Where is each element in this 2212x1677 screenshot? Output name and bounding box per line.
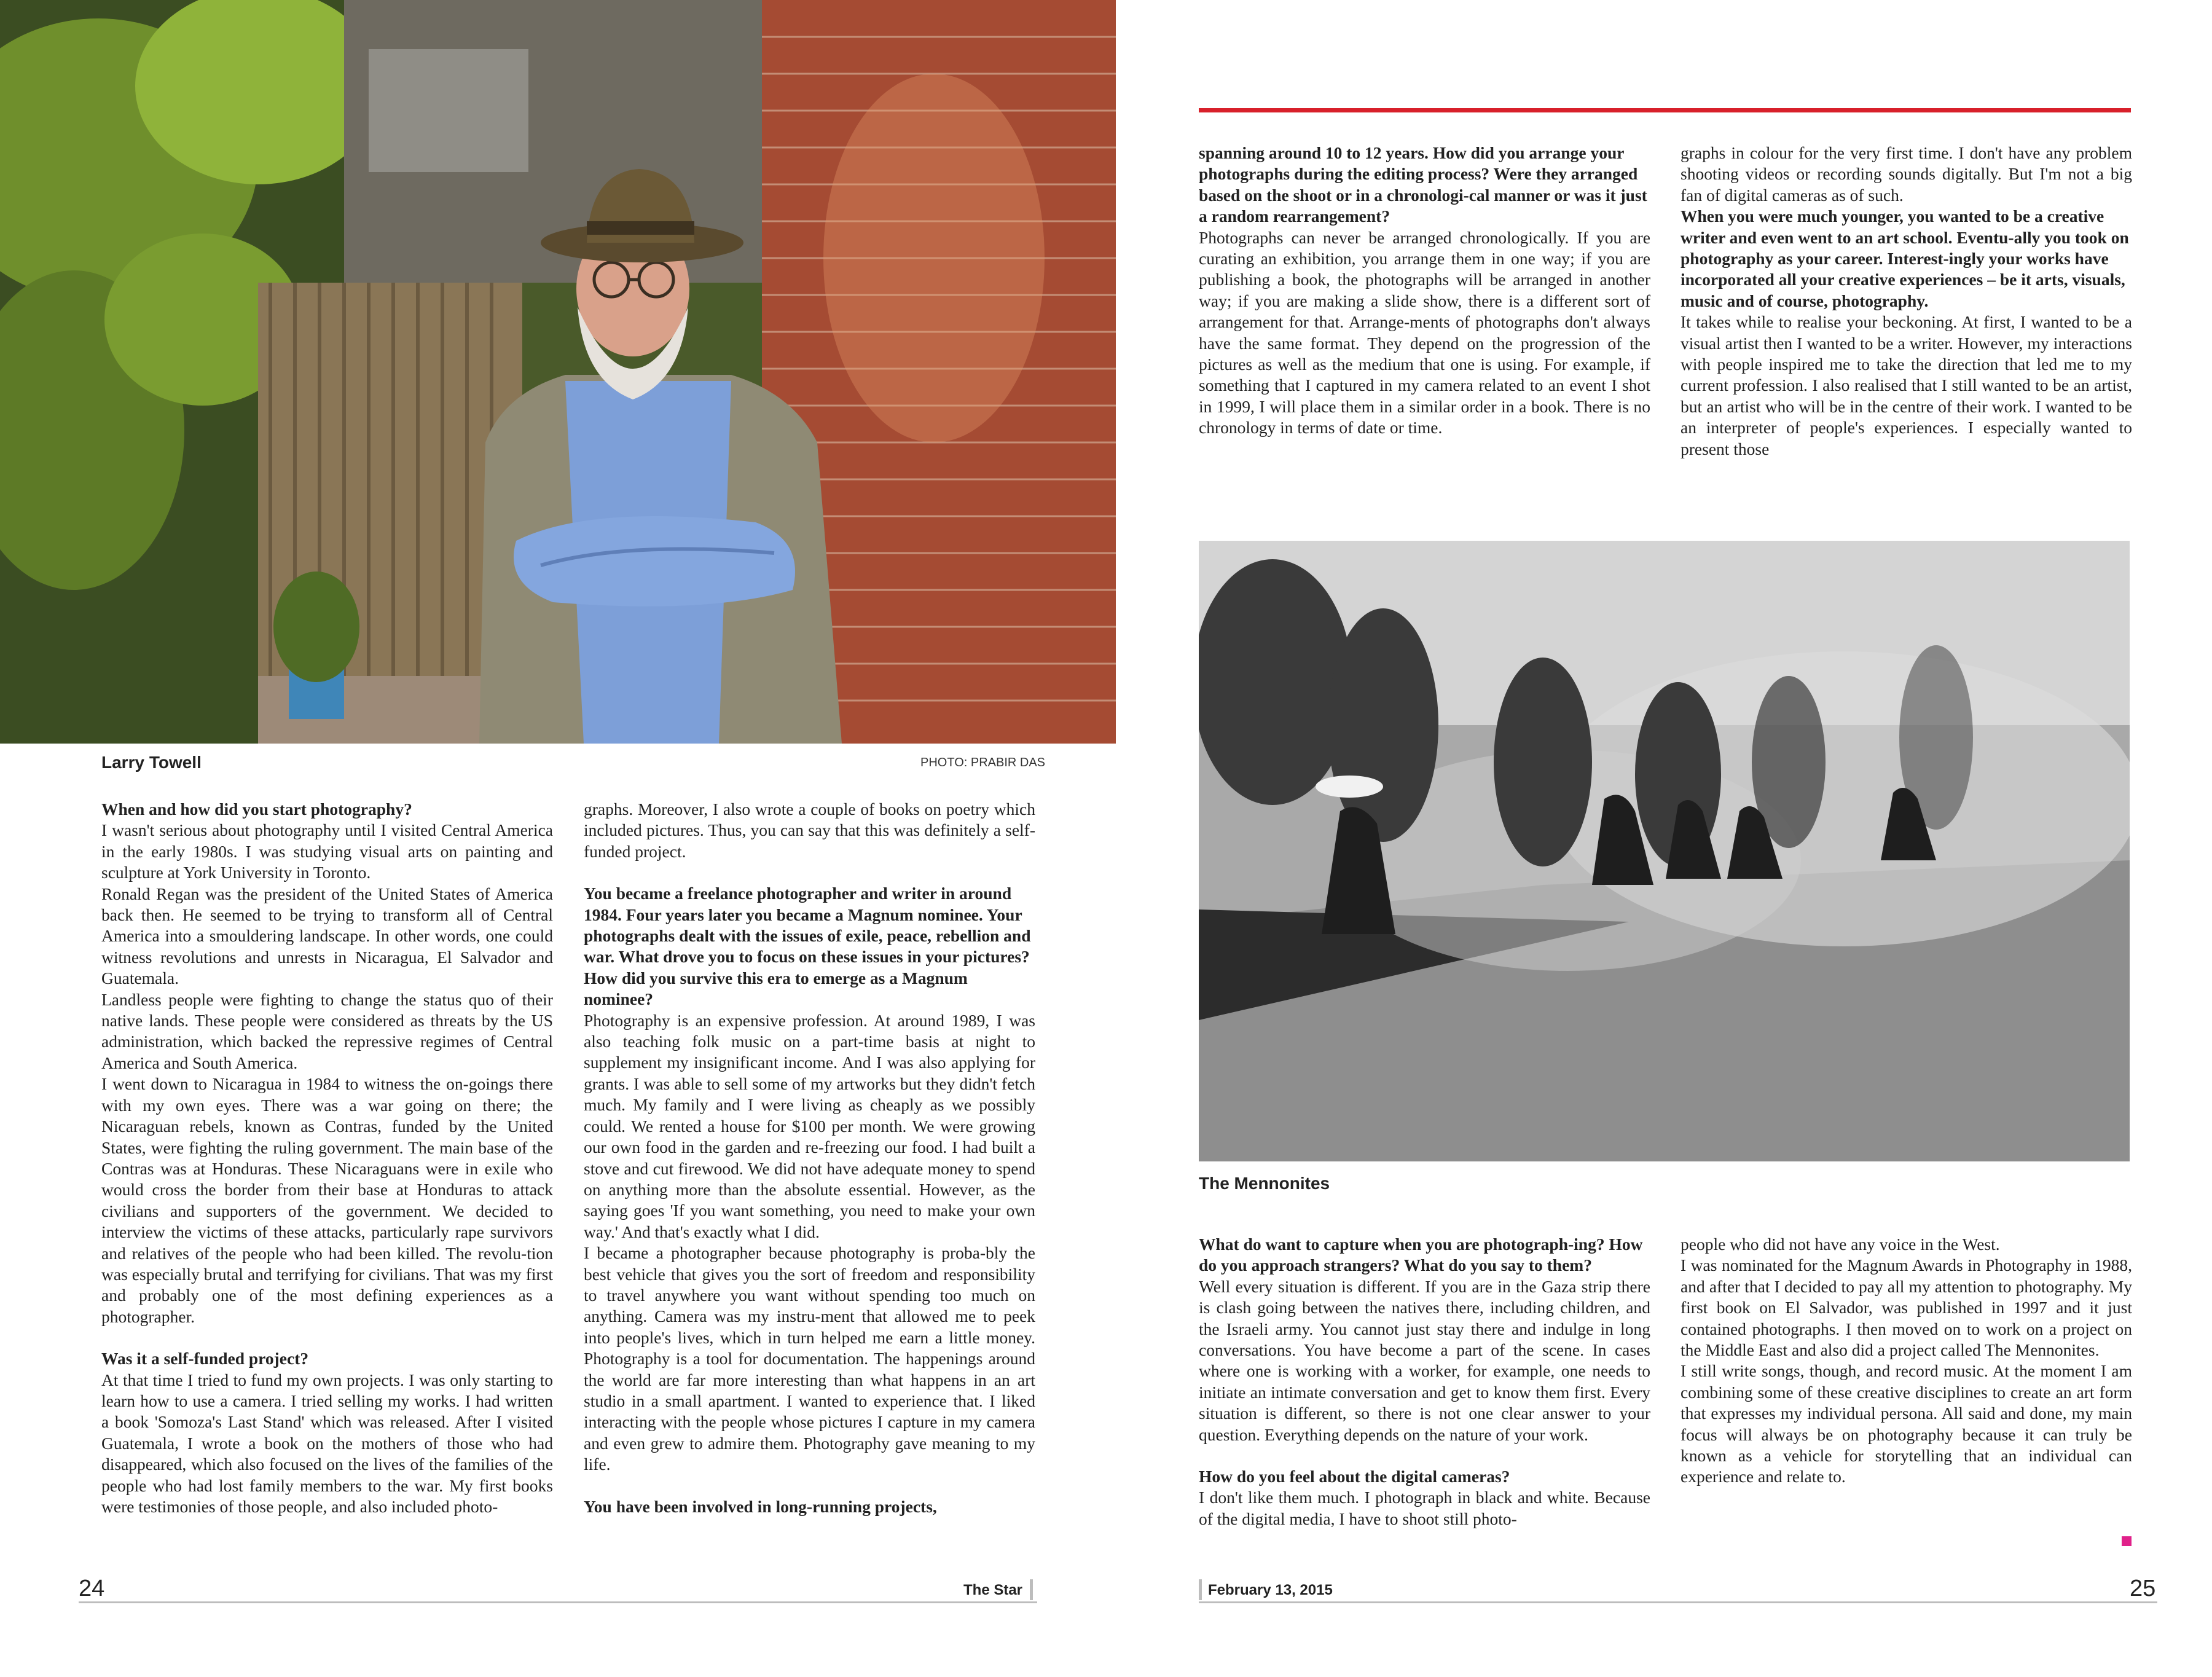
interview-answer: I don't like them much. I photograph in black and white. Because of the digital media, I have to shoot still photo- <box>1199 1488 1650 1528</box>
interview-answer: I still write songs, though, and record music. At the moment I am combining some of these creative disciplines to create an art form that expresses my individual persona. All said and done, my main focus will always be on photography because it can truly be known as a vehicle for storytelling that an individual can experience and relate to. <box>1681 1361 2132 1487</box>
right-bottom-column-1 <box>1199 1234 1650 1530</box>
interview-question: You have been involved in long-running projects, <box>584 1496 937 1516</box>
interview-question: How do you feel about the digital cameras? <box>1199 1467 1510 1487</box>
portrait-caption: Larry Towell <box>101 753 202 772</box>
left-column-1 <box>101 799 553 1517</box>
article-end-mark <box>2122 1536 2132 1546</box>
page-number-left: 24 <box>79 1576 105 1601</box>
photo-credit: PHOTO: PRABIR DAS <box>920 756 1046 769</box>
interview-answer: I wasn't serious about photography until I visited Central America in the early 1980s. I was studying visual arts on painting and sculpture at York University in Toronto. <box>101 820 553 882</box>
mennonites-photo <box>1199 541 2130 1161</box>
footer-tick-left <box>1030 1579 1033 1600</box>
footer-date: February 13, 2015 <box>1208 1582 1333 1598</box>
interview-question: You became a freelance photographer and writer in around 1984. Four years later you became a Magnum nominee. Your photographs dealt with the issues of exile, peace, rebellion and war. What drove you to focus on these issues in your pictures? How did you survive this era to emerge as a Magnum nominee? <box>584 884 1031 1009</box>
footer-rule-right <box>1199 1601 2157 1603</box>
interview-answer: I became a photographer because photography is proba-bly the best vehicle that gives you the sort of freedom and responsibility to travel anywhere you want without spending too much on anything. Camera was my instru-ment that allowed me to peek into people's lives, which in turn helped me earn a little money. Photography is a tool for documentation. The happenings around the world are far more interesting than what happens in an art studio in a small apartment. I wanted to experience that. I liked interacting with the people whose pictures I capture in my camera and even grew to admire them. Photography gave meaning to my life. <box>584 1243 1035 1474</box>
right-top-column-1 <box>1199 143 1650 439</box>
interview-answer: At that time I tried to fund my own projects. I was only starting to learn how to use a camera. I tried selling my works. I had written a book 'Somoza's Last Stand' which was released. After I visited Guatemala, I wrote a book on the mothers of those who had disappeared, which also focused on the lives of the families of the people who had lost family members to the war. My first books were testimonies of those people, and also included photo- <box>101 1370 553 1516</box>
interview-answer: Photographs can never be arranged chronologically. If you are curating an exhibition, you arrange them in one way; if you are publishing a book, the photographs will be arranged in another way; if you are making a slide show, there is a different sort of arrangement for that. Arrange-ments of photographs don't always have the same format. They depend on the progression of the pictures as well as the medium that one is using. For example, if something that I captured in my camera related to an event I shot in 1999, I will place them in a similar order in a book. There is no chronology in terms of date or time. <box>1199 227 1650 438</box>
right-top-column-2 <box>1681 143 2132 460</box>
interview-answer: people who did not have any voice in the West. <box>1681 1235 2000 1254</box>
right-bottom-column-2 <box>1681 1234 2132 1488</box>
larry-towell-portrait-photo <box>0 0 1116 744</box>
interview-question: Was it a self-funded project? <box>101 1349 309 1369</box>
footer-rule-left <box>79 1601 1037 1603</box>
footer-publication-title: The Star <box>963 1582 1023 1598</box>
top-accent-rule <box>1199 108 2131 112</box>
page-number-right: 25 <box>2130 1576 2156 1601</box>
interview-answer: I went down to Nicaragua in 1984 to witness the on-goings there with my own eyes. There was a war going on there; the Nicaraguan rebels, known as Contras, funded by the United States, were fighting the ruling government. The main base of the Contras was at Honduras. These Nicaraguans were in exile who would cross the border from their base at Honduras to attack civilians and supporters of the government. We decided to interview the victims of these attacks, particularly rape survivors and relatives of the people who had been killed. The revolu-tion was especially brutal and terrifying for civilians. That was my first and probably one of the most defining experiences as a photographer. <box>101 1074 553 1326</box>
interview-answer: It takes while to realise your beckoning. At first, I wanted to be a visual artist then I wanted to be a writer. However, my interactions with people inspired me to take the direction that led me to my current profession. I also realised that I still wanted to be an artist, but an artist who will be in the centre of their work. I wanted to be an interpreter of people's experiences. I especially wanted to present those <box>1681 312 2132 458</box>
mennonites-caption: The Mennonites <box>1199 1174 1330 1193</box>
interview-question: spanning around 10 to 12 years. How did you arrange your photographs during the editing process? Were they arranged based on the shoot or in a chronologi-cal manner or was it just a random rearrangement? <box>1199 143 1647 226</box>
interview-answer: graphs in colour for the very first time. I don't have any problem shooting videos or recording sounds digitally. But I'm not a big fan of digital cameras as of such. <box>1681 143 2132 205</box>
interview-answer: Landless people were fighting to change the status quo of their native lands. These people were considered as threats by the US administration, which backed the repressive regimes of Central America and South America. <box>101 989 553 1072</box>
interview-question: What do want to capture when you are photograph-ing? How do you approach strangers? What do you say to them? <box>1199 1235 1643 1275</box>
interview-answer: I was nominated for the Magnum Awards in Photography in 1988, and after that I decided to pay all my attention to photography. My first book on El Salvador, was published in 1997 and it just contained photographs. I then moved on to work on a project on the Middle East and also did a project called The Mennonites. <box>1681 1255 2132 1360</box>
interview-question: When you were much younger, you wanted to be a creative writer and even went to an art school. Eventu-ally you took on photography as your career. Interest-ingly your works have incorporated all your creative experiences – be it arts, visuals, music and of course, photography. <box>1681 206 2129 310</box>
interview-question: When and how did you start photography? <box>101 799 412 819</box>
interview-answer: Ronald Regan was the president of the United States of America back then. He seemed to be trying to transform all of Central America into a smouldering landscape. In other words, one could witness revolutions and unrests in Nicaragua, El Salvador and Guatemala. <box>101 884 553 988</box>
interview-answer: Photography is an expensive profession. At around 1989, I was also teaching folk music on a part-time basis at night to supplement my insignificant income. And I was also applying for grants. I was able to sell some of my artworks but they didn't fetch much. My family and I were living as cheaply as we possibly could. We rented a house for $100 per month. We were growing our own food in the garden and re-freezing our food. I had built a stove and cut firewood. We did not have adequate money to spend on anything more than the absolute essential. However, as the saying goes 'If you want something, you need to make your own way.' And that's exactly what I did. <box>584 1010 1035 1241</box>
footer-tick-right <box>1199 1579 1202 1600</box>
interview-answer: Well every situation is different. If you are in the Gaza strip there is clash going between the natives there, including children, and the Israeli army. You cannot just stay there and indulge in long conversations. You have become a part of the scene. In cases where one is working with a worker, for example, one needs to initiate an intimate conversation and get to know them first. Every situation is different, so there is not one clear answer to your question. Everything depends on the nature of your work. <box>1199 1276 1650 1444</box>
left-column-2 <box>584 799 1035 1517</box>
interview-answer: graphs. Moreover, I also wrote a couple of books on poetry which included pictures. Thus, you can say that this was definitely a self-funded project. <box>584 799 1035 861</box>
